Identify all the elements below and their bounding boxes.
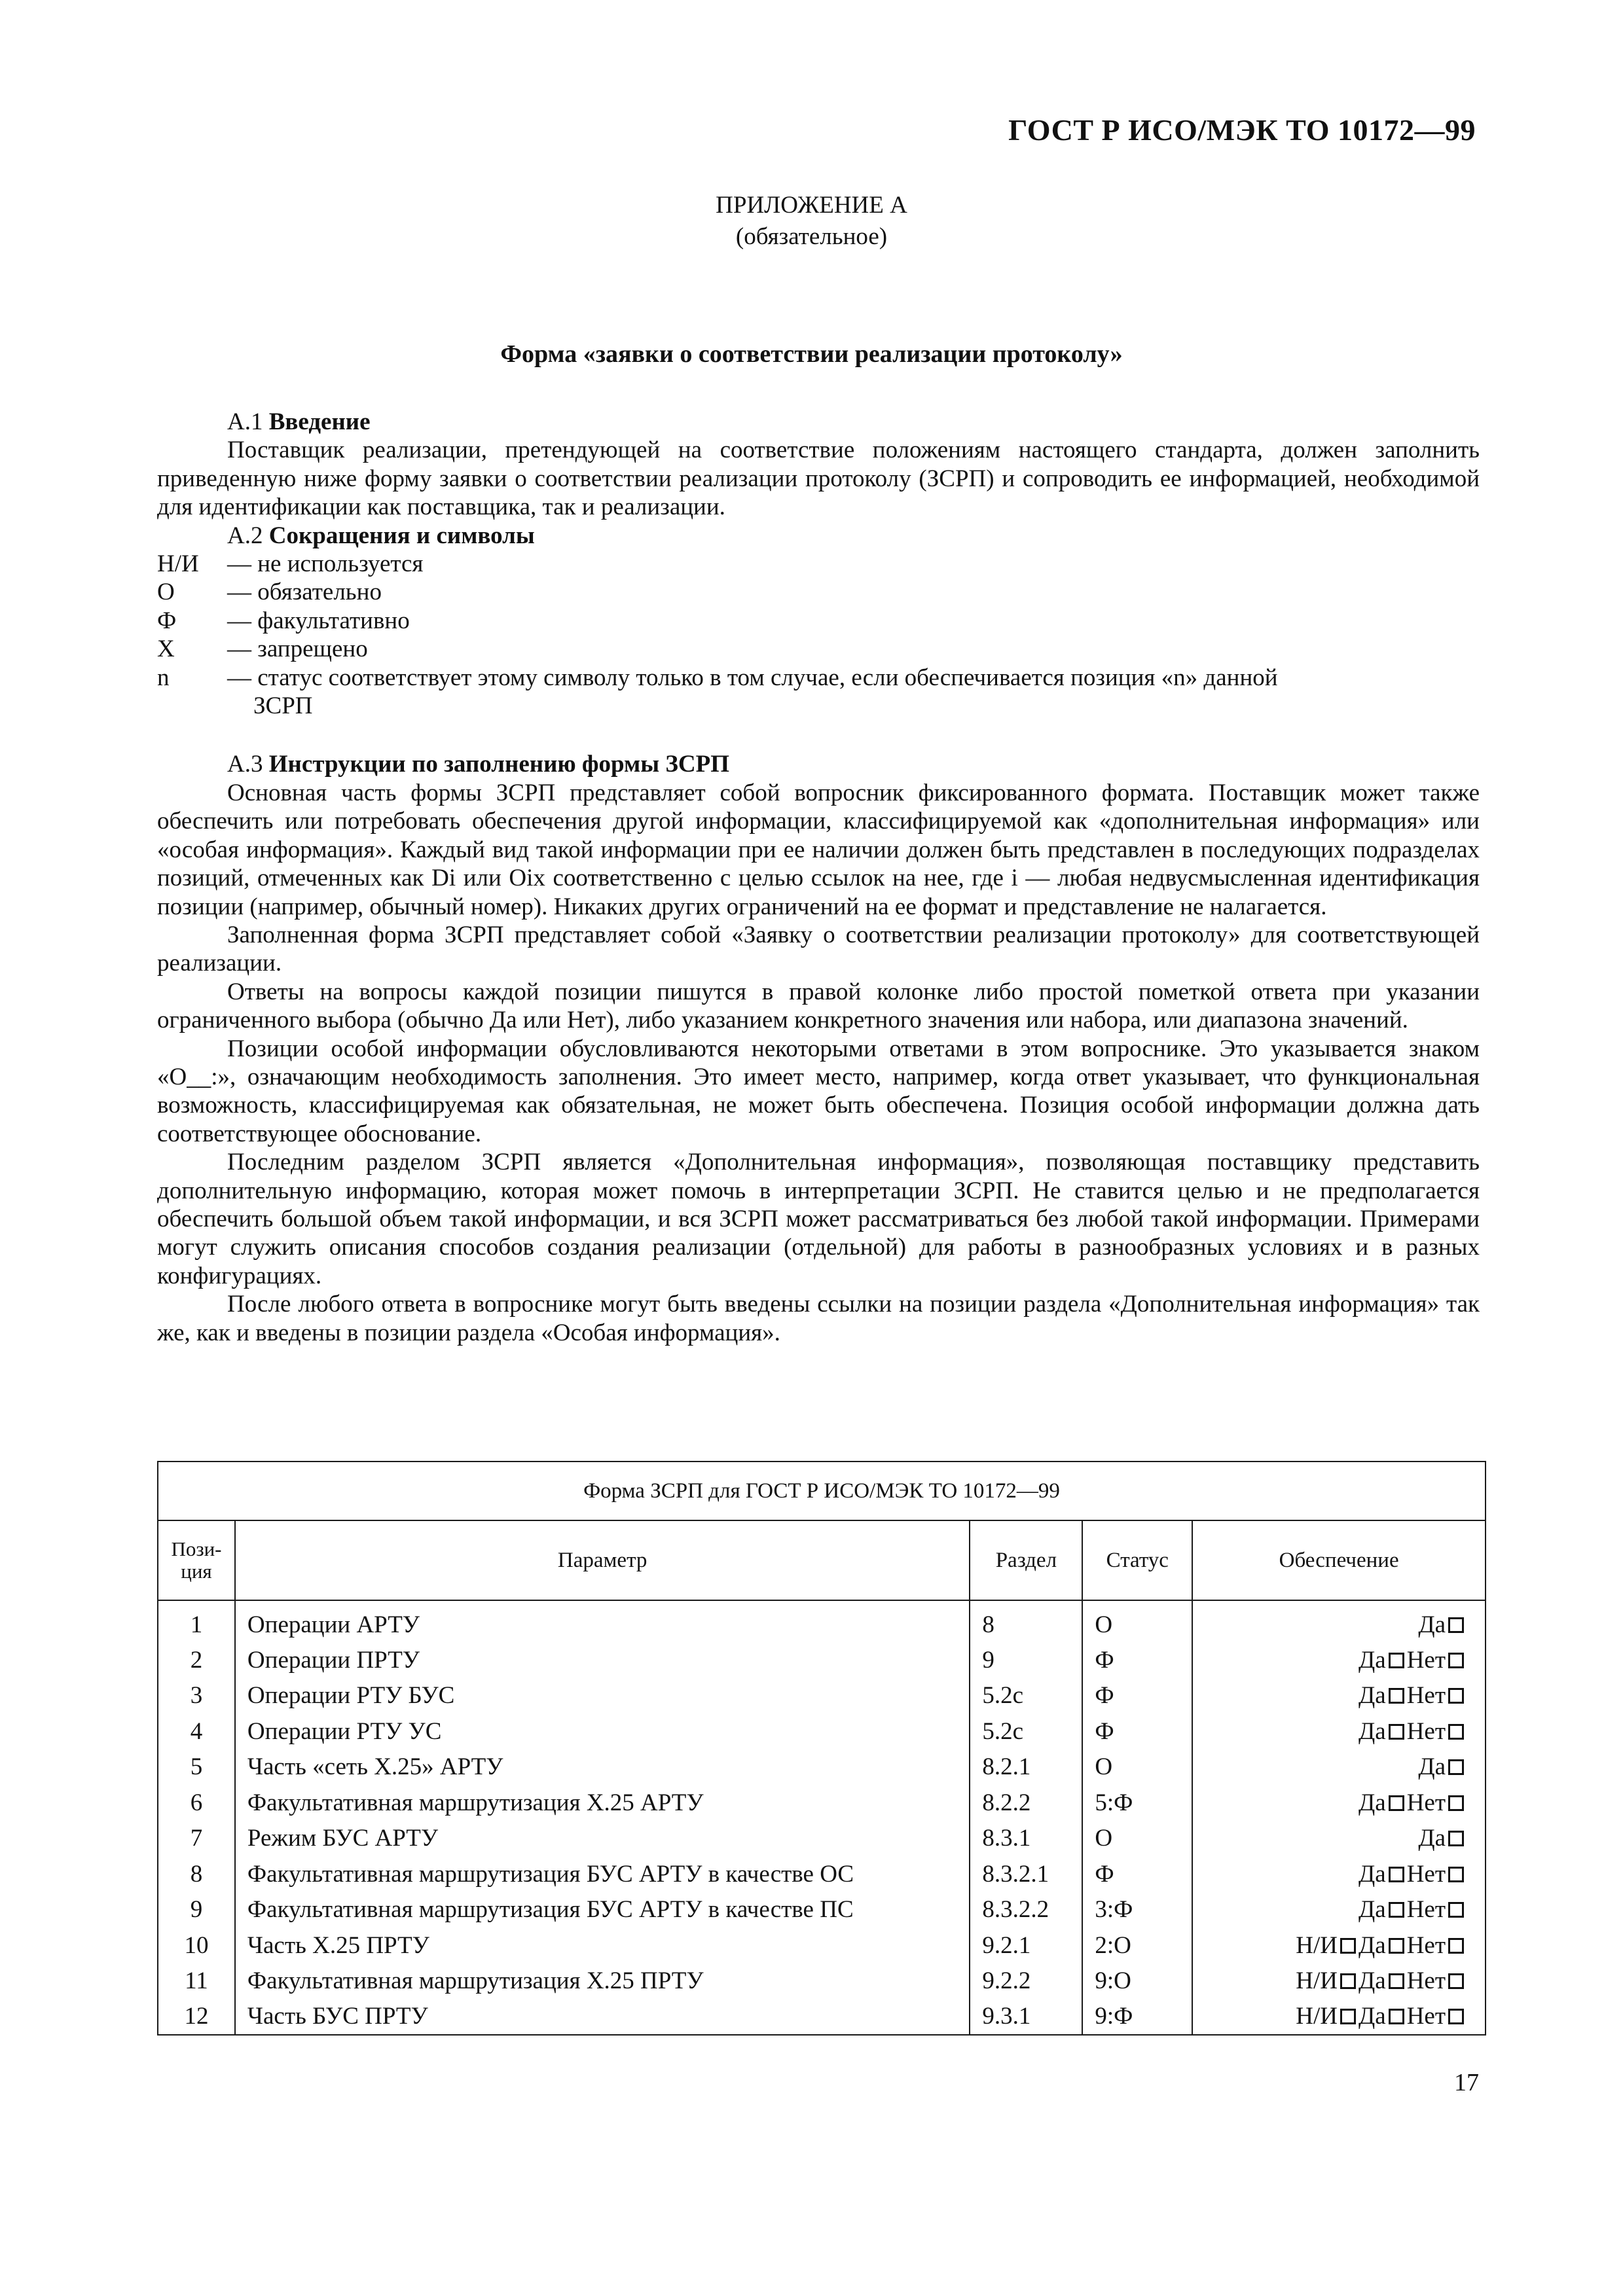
- row-position: 10: [158, 1928, 235, 1964]
- row-position: 2: [158, 1642, 235, 1678]
- row-position: 3: [158, 1678, 235, 1714]
- no-label: Нет: [1406, 2003, 1446, 2030]
- row-provision: [1192, 1642, 1486, 1678]
- section-number: А.2: [227, 522, 263, 549]
- no-checkbox[interactable]: [1448, 1902, 1464, 1918]
- row-provision: [1192, 1964, 1486, 2000]
- not-used-label: Н/И: [1296, 1931, 1338, 1959]
- abbreviation-item: [157, 578, 1480, 606]
- yes-label: Да: [1359, 1789, 1386, 1816]
- yes-checkbox[interactable]: [1389, 1867, 1404, 1882]
- yes-checkbox[interactable]: [1389, 1902, 1404, 1918]
- yes-checkbox[interactable]: [1448, 1617, 1464, 1633]
- table-row: [158, 1999, 1486, 2035]
- no-label: Нет: [1406, 1682, 1446, 1710]
- row-section: 8.3.2.1: [970, 1856, 1082, 1892]
- abbreviation-key: О: [157, 579, 175, 606]
- row-position: 9: [158, 1892, 235, 1928]
- abbreviation-item: [157, 550, 1480, 578]
- yes-checkbox[interactable]: [1389, 1938, 1404, 1954]
- abbreviation-item: [157, 607, 1480, 635]
- section-number: А.3: [227, 751, 263, 778]
- yes-label: Да: [1359, 2003, 1386, 2030]
- row-provision: [1192, 1713, 1486, 1749]
- row-provision: [1192, 1892, 1486, 1928]
- row-provision: [1192, 1821, 1486, 1857]
- no-label: Нет: [1406, 1896, 1446, 1924]
- no-label: Нет: [1406, 1860, 1446, 1888]
- paragraph: Заполненная форма ЗСРП представляет собой «Заявку о соответствии реализации протоколу» для соответствующей реализации.: [157, 921, 1480, 977]
- yes-label: Да: [1359, 1646, 1386, 1674]
- row-section: 8.3.1: [970, 1821, 1082, 1857]
- document-code: ГОСТ Р ИСО/МЭК ТО 10172—99: [1008, 113, 1476, 147]
- row-provision: [1192, 1600, 1486, 1642]
- not-used-label: Н/И: [1296, 2003, 1338, 2030]
- no-checkbox[interactable]: [1448, 1653, 1464, 1668]
- paragraph: Ответы на вопросы каждой позиции пишутся в правой колонке либо простой пометкой ответа при указании ограниченного выбора (обычно Да или Нет), либо указанием конкретного значения или набора, или диапазона значений.: [157, 978, 1480, 1034]
- no-label: Нет: [1406, 1931, 1446, 1959]
- yes-checkbox[interactable]: [1389, 1688, 1404, 1704]
- row-status: 2:О: [1082, 1928, 1192, 1964]
- row-position: 8: [158, 1856, 235, 1892]
- abbreviation-key: Ф: [157, 607, 177, 634]
- section-number: А.1: [227, 408, 263, 435]
- row-parameter: Факультативная маршрутизация Х.25 АРТУ: [235, 1785, 970, 1821]
- row-position: 11: [158, 1964, 235, 2000]
- row-parameter: Факультативная маршрутизация БУС АРТУ в качестве ПС: [235, 1892, 970, 1928]
- row-status: 9:О: [1082, 1964, 1192, 2000]
- row-parameter: Режим БУС АРТУ: [235, 1821, 970, 1857]
- row-position: 4: [158, 1713, 235, 1749]
- row-parameter: Факультативная маршрутизация БУС АРТУ в качестве ОС: [235, 1856, 970, 1892]
- row-status: О: [1082, 1821, 1192, 1857]
- row-provision: [1192, 1999, 1486, 2035]
- appendix-heading: [0, 190, 1623, 253]
- table-row: [158, 1928, 1486, 1964]
- paragraph: Последним разделом ЗСРП является «Дополнительная информация», позволяющая поставщику представить дополнительную информацию, которая может помочь в интерпретации ЗСРП. Не ставится целью и не предполагается обеспечить большой объем такой информации, и вся ЗСРП может рассматриваться без любой такой информации. Примерами могут служить описания способов создания реализации (отдельной) для работы в разнообразных условиях и в разных конфигурациях.: [157, 1149, 1480, 1289]
- row-position: 1: [158, 1600, 235, 1642]
- yes-checkbox[interactable]: [1389, 2009, 1404, 2024]
- paragraph: Поставщик реализации, претендующей на соответствие положениям настоящего стандарта, должен заполнить приведенную ниже форму заявки о соответствии реализации протоколу (ЗСРП) и сопроводить ее информацией, необходимой для идентификации как поставщика, так и реализации.: [157, 437, 1480, 521]
- row-section: 8: [970, 1600, 1082, 1642]
- yes-checkbox[interactable]: [1448, 1831, 1464, 1846]
- abbreviation-value: — статус соответствует этому символу только в том случае, если обеспечивается позиция «n» данной: [227, 664, 1278, 691]
- row-parameter: Операции РТУ УС: [235, 1713, 970, 1749]
- row-section: 8.2.2: [970, 1785, 1082, 1821]
- yes-checkbox[interactable]: [1389, 1724, 1404, 1740]
- row-section: 8.2.1: [970, 1749, 1082, 1785]
- table-caption: Форма ЗСРП для ГОСТ Р ИСО/МЭК ТО 10172—99: [158, 1462, 1486, 1520]
- yes-label: Да: [1359, 1967, 1386, 1995]
- abbreviation-item: [157, 635, 1480, 663]
- yes-label: Да: [1359, 1896, 1386, 1924]
- row-parameter: Часть «сеть Х.25» АРТУ: [235, 1749, 970, 1785]
- row-parameter: Операции ПРТУ: [235, 1642, 970, 1678]
- form-title: Форма «заявки о соответствии реализации протоколу»: [500, 340, 1123, 368]
- yes-label: Да: [1418, 1753, 1446, 1781]
- yes-checkbox[interactable]: [1448, 1759, 1464, 1775]
- table-row: [158, 1642, 1486, 1678]
- table-body: [158, 1600, 1486, 2035]
- abbreviation-item: [157, 664, 1480, 692]
- table-row: [158, 1856, 1486, 1892]
- abbreviation-item-continuation: [157, 692, 1480, 720]
- table-row: [158, 1749, 1486, 1785]
- header-position-line1: Пози-: [171, 1537, 222, 1560]
- table-row: [158, 1892, 1486, 1928]
- row-section: 5.2с: [970, 1678, 1082, 1714]
- table-row: [158, 1964, 1486, 2000]
- abbreviation-value: — запрещено: [227, 636, 368, 663]
- row-section: 9.2.2: [970, 1964, 1082, 2000]
- header-status: Статус: [1082, 1520, 1192, 1600]
- abbreviation-key: Н/И: [157, 550, 199, 578]
- abbreviation-value: — обязательно: [227, 579, 382, 606]
- section-title: Инструкции по заполнению формы ЗСРП: [268, 751, 730, 778]
- yes-checkbox[interactable]: [1389, 1973, 1404, 1989]
- yes-label: Да: [1359, 1860, 1386, 1888]
- no-label: Нет: [1406, 1646, 1446, 1674]
- row-status: Ф: [1082, 1678, 1192, 1714]
- section-heading-a1: [157, 408, 1480, 436]
- abbreviation-value: ЗСРП: [253, 692, 313, 720]
- no-label: Нет: [1406, 1717, 1446, 1745]
- yes-label: Да: [1359, 1717, 1386, 1745]
- row-position: 6: [158, 1785, 235, 1821]
- table-row: [158, 1785, 1486, 1821]
- not-used-checkbox[interactable]: [1340, 2009, 1356, 2024]
- row-section: 9.3.1: [970, 1999, 1082, 2035]
- row-parameter: Операции РТУ БУС: [235, 1678, 970, 1714]
- table-row: [158, 1600, 1486, 1642]
- yes-checkbox[interactable]: [1389, 1795, 1404, 1811]
- row-status: Ф: [1082, 1642, 1192, 1678]
- row-parameter: Часть Х.25 ПРТУ: [235, 1928, 970, 1964]
- row-status: 3:Ф: [1082, 1892, 1192, 1928]
- section-title: Сокращения и символы: [268, 522, 535, 549]
- row-provision: [1192, 1678, 1486, 1714]
- section-heading-a2: [157, 522, 1480, 550]
- row-status: О: [1082, 1749, 1192, 1785]
- yes-label: Да: [1359, 1682, 1386, 1710]
- table-row: [158, 1678, 1486, 1714]
- section-heading-a3: [157, 750, 1480, 778]
- row-parameter: Часть БУС ПРТУ: [235, 1999, 970, 2035]
- no-label: Нет: [1406, 1967, 1446, 1995]
- no-checkbox[interactable]: [1448, 1795, 1464, 1811]
- row-position: 5: [158, 1749, 235, 1785]
- header-position-line2: ция: [181, 1560, 212, 1583]
- ics-form-table: [157, 1461, 1486, 2036]
- no-checkbox[interactable]: [1448, 1867, 1464, 1882]
- section-title: Введение: [268, 408, 371, 435]
- no-checkbox[interactable]: [1448, 1938, 1464, 1954]
- abbreviation-key: n: [157, 664, 170, 691]
- row-section: 5.2с: [970, 1713, 1082, 1749]
- header-position: [158, 1520, 235, 1600]
- yes-checkbox[interactable]: [1389, 1653, 1404, 1668]
- yes-label: Да: [1359, 1931, 1386, 1959]
- yes-label: Да: [1418, 1825, 1446, 1852]
- appendix-note: (обязательное): [735, 223, 888, 250]
- row-parameter: Операции АРТУ: [235, 1600, 970, 1642]
- no-checkbox[interactable]: [1448, 1973, 1464, 1989]
- row-section: 9.2.1: [970, 1928, 1082, 1964]
- row-provision: [1192, 1749, 1486, 1785]
- header-parameter: Параметр: [235, 1520, 970, 1600]
- row-position: 12: [158, 1999, 235, 2035]
- row-parameter: Факультативная маршрутизация Х.25 ПРТУ: [235, 1964, 970, 2000]
- no-checkbox[interactable]: [1448, 1688, 1464, 1704]
- row-status: О: [1082, 1600, 1192, 1642]
- row-provision: [1192, 1928, 1486, 1964]
- paragraph: После любого ответа в вопроснике могут быть введены ссылки на позиции раздела «Дополнительная информация» так же, как и введены в позиции раздела «Особая информация».: [157, 1291, 1480, 1346]
- table-row: [158, 1713, 1486, 1749]
- row-status: Ф: [1082, 1713, 1192, 1749]
- abbreviation-value: — факультативно: [227, 607, 410, 634]
- appendix-title: ПРИЛОЖЕНИЕ А: [716, 192, 907, 219]
- no-label: Нет: [1406, 1789, 1446, 1816]
- row-status: 5:Ф: [1082, 1785, 1192, 1821]
- row-section: 9: [970, 1642, 1082, 1678]
- page-number: 17: [1454, 2069, 1479, 2096]
- abbreviation-value: — не используется: [227, 550, 424, 578]
- row-status: Ф: [1082, 1856, 1192, 1892]
- no-checkbox[interactable]: [1448, 2009, 1464, 2024]
- row-provision: [1192, 1856, 1486, 1892]
- paragraph: Основная часть формы ЗСРП представляет собой вопросник фиксированного формата. Поставщик может также обеспечить или потребовать обеспечения другой информации, классифицируемой как «дополнительная информация» или «особая информация». Каждый вид такой информации при ее наличии должен быть представлен в последующих подразделах позиций, отмеченных как Di или Oix соответственно с целью ссылок на нее, где i — любая недвусмысленная идентификация позиции (например, обычный номер). Никаких других ограничений на ее формат и представление не налагается.: [157, 779, 1480, 920]
- header-provision: Обеспечение: [1192, 1520, 1486, 1600]
- abbreviation-key: Х: [157, 636, 175, 663]
- document-body: [157, 408, 1480, 1347]
- not-used-checkbox[interactable]: [1340, 1973, 1356, 1989]
- no-checkbox[interactable]: [1448, 1724, 1464, 1740]
- row-status: 9:Ф: [1082, 1999, 1192, 2035]
- row-provision: [1192, 1785, 1486, 1821]
- paragraph: Позиции особой информации обусловливаются некоторыми ответами в этом вопроснике. Это указывается знаком «О__:», означающим необходимость заполнения. Это имеет место, например, когда ответ указывает, что функциональная возможность, классифицируемая как обязательная, не может быть обеспечена. Позиция особой информации должна дать соответствующее обоснование.: [157, 1035, 1480, 1147]
- table-row: [158, 1821, 1486, 1857]
- not-used-checkbox[interactable]: [1340, 1938, 1356, 1954]
- header-section: Раздел: [970, 1520, 1082, 1600]
- row-position: 7: [158, 1821, 235, 1857]
- row-section: 8.3.2.2: [970, 1892, 1082, 1928]
- not-used-label: Н/И: [1296, 1967, 1338, 1995]
- yes-label: Да: [1418, 1611, 1446, 1638]
